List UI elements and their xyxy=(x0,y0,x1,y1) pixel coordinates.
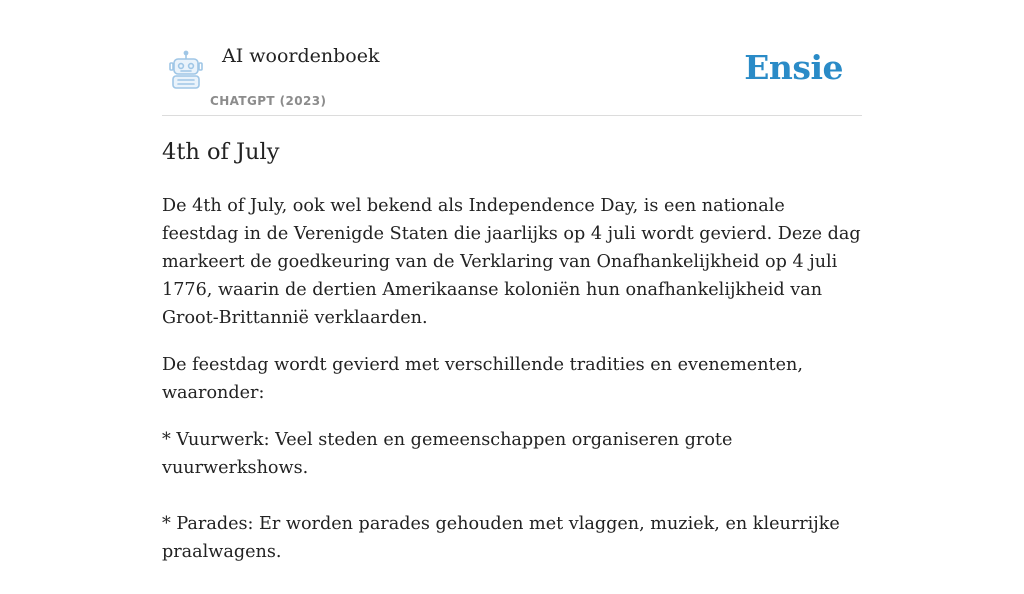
dictionary-title[interactable]: AI woordenboek xyxy=(222,45,380,67)
entry-paragraph: De 4th of July, ook wel bekend als Independence Day, is een nationale feestdag in de Verenigde Staten die jaarlijks op 4 juli wordt gevierd. Deze dag markeert de goedkeuring van de Verklaring van Onafhankelijkheid op 4 juli 1776, waarin de dertien Amerikaanse koloniën hun onafhankelijkheid van Groot-Brittannië verklaarden. xyxy=(162,196,861,328)
content-container xyxy=(162,0,862,562)
list-item: * Parades: Er worden parades gehouden met vlaggen, muziek, en kleurrijke praalwagens. xyxy=(162,514,840,562)
entry-paragraph: De feestdag wordt gevierd met verschillende tradities en evenementen, waaronder: xyxy=(162,355,803,403)
source-label: CHATGPT (2023) xyxy=(210,94,327,108)
entry-title: 4th of July xyxy=(162,139,280,165)
list-item: * Vuurwerk: Veel steden en gemeenschappen organiseren grote vuurwerkshows. xyxy=(162,430,733,478)
entry-body xyxy=(162,192,862,594)
entry-header xyxy=(162,0,862,116)
robot-icon xyxy=(166,50,206,90)
brand-logo[interactable]: Ensie xyxy=(744,48,843,87)
